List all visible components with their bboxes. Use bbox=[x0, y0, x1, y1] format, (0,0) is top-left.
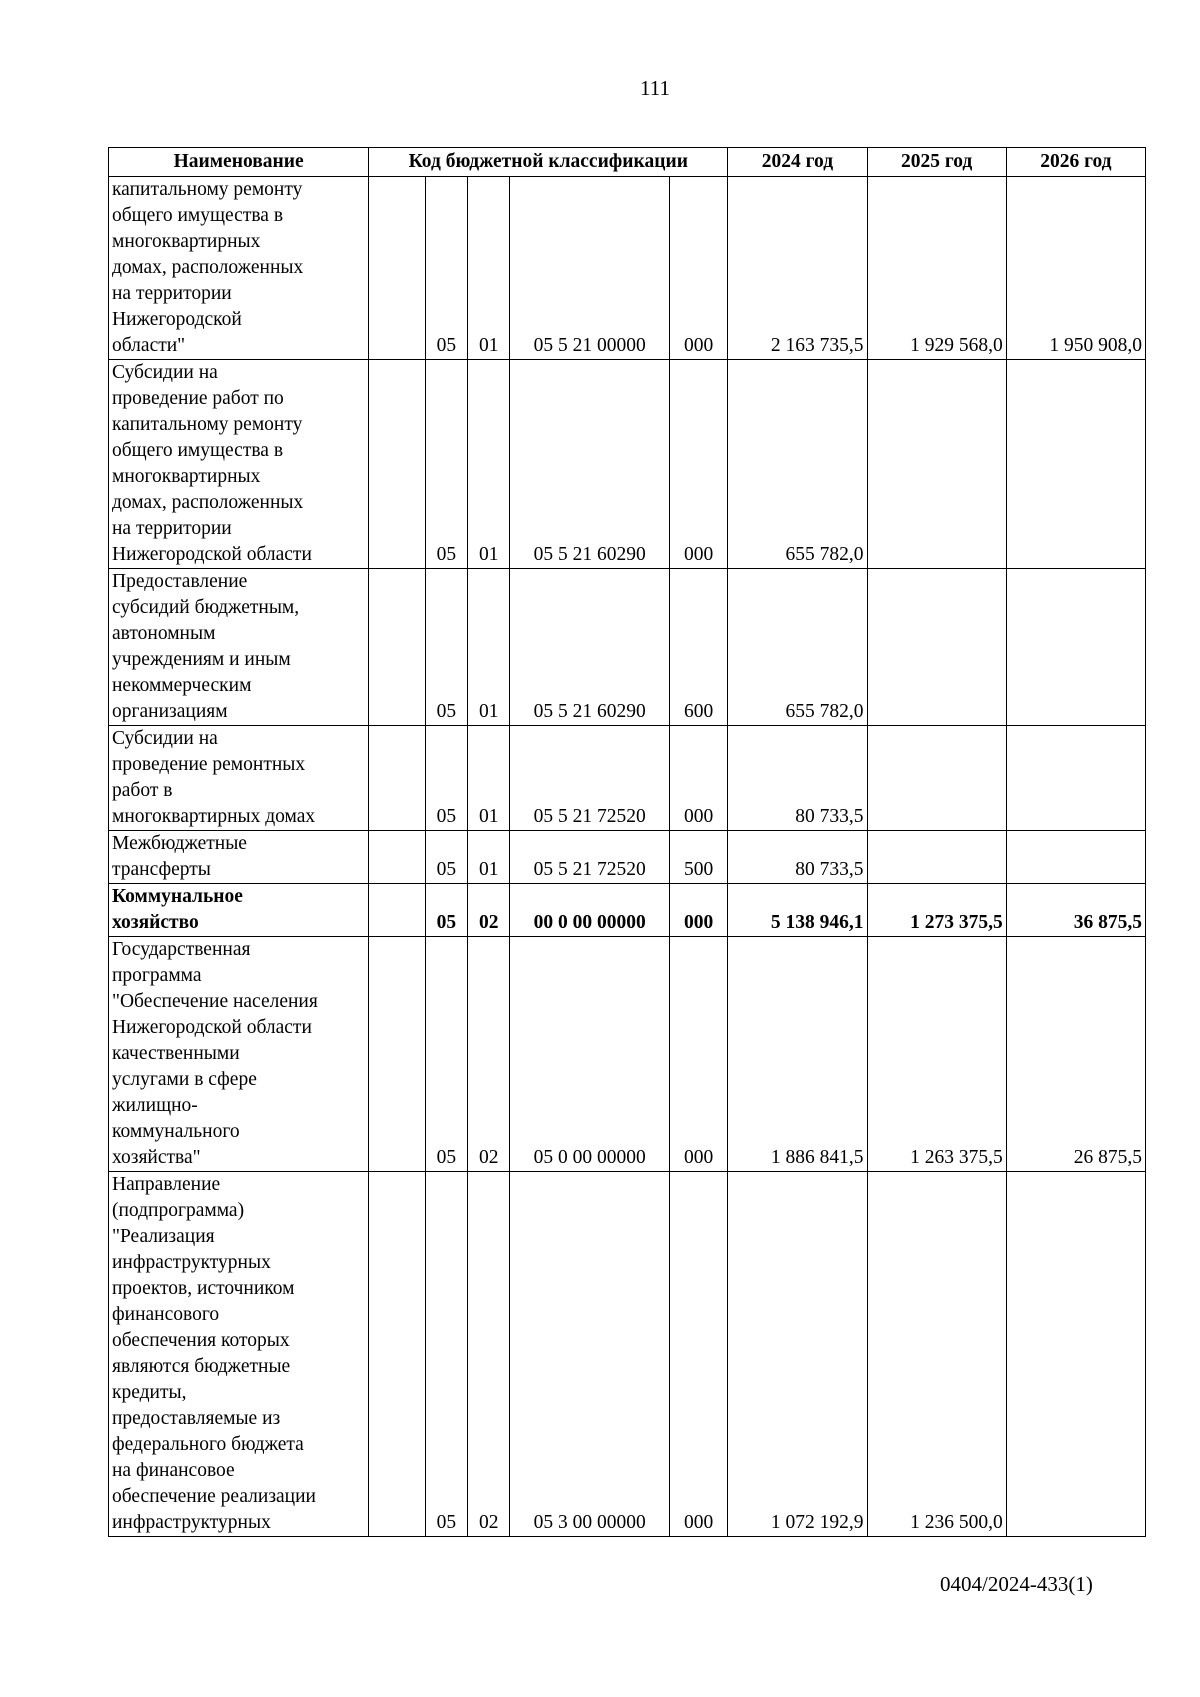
row-empty-cell bbox=[369, 569, 425, 726]
row-2025: 1 263 375,5 bbox=[867, 937, 1006, 1172]
document-code: 0404/2024-433(1) bbox=[940, 1572, 1093, 1596]
row-subsection: 02 bbox=[468, 1172, 510, 1537]
row-target-code: 05 5 21 60290 bbox=[510, 360, 669, 569]
row-target-code: 05 5 21 72520 bbox=[510, 831, 669, 884]
row-name: Субсидии на проведение работ по капитальному ремонту общего имущества в многоквартирных домах, расположенных на территории Нижегородской области bbox=[109, 360, 369, 569]
row-2026: 36 875,5 bbox=[1006, 884, 1145, 937]
row-target-code: 05 5 21 60290 bbox=[510, 569, 669, 726]
row-name: Государственная программа "Обеспечение населения Нижегородской области качественными услугами в сфере жилищно- коммунального хозяйства" bbox=[109, 937, 369, 1172]
row-2025 bbox=[867, 360, 1006, 569]
row-2025: 1 236 500,0 bbox=[867, 1172, 1006, 1537]
row-2026 bbox=[1006, 1172, 1145, 1537]
row-2024: 80 733,5 bbox=[728, 831, 867, 884]
row-subsection: 01 bbox=[468, 177, 510, 360]
row-expense-type: 000 bbox=[669, 1172, 728, 1537]
row-2024: 2 163 735,5 bbox=[728, 177, 867, 360]
table-row bbox=[109, 177, 1146, 360]
row-section: 05 bbox=[425, 569, 467, 726]
row-2024: 655 782,0 bbox=[728, 360, 867, 569]
header-code: Код бюджетной классификации bbox=[369, 148, 728, 177]
row-section: 05 bbox=[425, 937, 467, 1172]
row-expense-type: 600 bbox=[669, 569, 728, 726]
row-target-code: 05 5 21 00000 bbox=[510, 177, 669, 360]
row-2026 bbox=[1006, 831, 1145, 884]
row-2024: 80 733,5 bbox=[728, 726, 867, 831]
table-header-row bbox=[109, 148, 1146, 177]
row-name: Межбюджетные трансферты bbox=[109, 831, 369, 884]
row-name: Направление (подпрограмма) "Реализация инфраструктурных проектов, источником финансового обеспечения которых являются бюджетные кредиты, предоставляемые из федерального бюджета на финансовое обеспечение реализации инфраструктурных bbox=[109, 1172, 369, 1537]
row-expense-type: 500 bbox=[669, 831, 728, 884]
table-row bbox=[109, 831, 1146, 884]
row-subsection: 01 bbox=[468, 831, 510, 884]
row-subsection: 01 bbox=[468, 360, 510, 569]
row-expense-type: 000 bbox=[669, 884, 728, 937]
row-section: 05 bbox=[425, 884, 467, 937]
row-empty-cell bbox=[369, 937, 425, 1172]
row-2024: 655 782,0 bbox=[728, 569, 867, 726]
row-empty-cell bbox=[369, 884, 425, 937]
row-2024: 1 886 841,5 bbox=[728, 937, 867, 1172]
row-2024: 1 072 192,9 bbox=[728, 1172, 867, 1537]
table-row bbox=[109, 569, 1146, 726]
row-2026 bbox=[1006, 360, 1145, 569]
row-2025: 1 273 375,5 bbox=[867, 884, 1006, 937]
header-name: Наименование bbox=[109, 148, 369, 177]
row-2026: 1 950 908,0 bbox=[1006, 177, 1145, 360]
row-target-code: 00 0 00 00000 bbox=[510, 884, 669, 937]
table-row bbox=[109, 726, 1146, 831]
budget-table bbox=[108, 147, 1146, 1537]
row-expense-type: 000 bbox=[669, 937, 728, 1172]
table-row bbox=[109, 937, 1146, 1172]
row-section: 05 bbox=[425, 1172, 467, 1537]
row-section: 05 bbox=[425, 726, 467, 831]
row-target-code: 05 3 00 00000 bbox=[510, 1172, 669, 1537]
row-2025: 1 929 568,0 bbox=[867, 177, 1006, 360]
row-subsection: 01 bbox=[468, 569, 510, 726]
row-name: Субсидии на проведение ремонтных работ в многоквартирных домах bbox=[109, 726, 369, 831]
row-subsection: 01 bbox=[468, 726, 510, 831]
row-expense-type: 000 bbox=[669, 177, 728, 360]
row-expense-type: 000 bbox=[669, 360, 728, 569]
row-2026: 26 875,5 bbox=[1006, 937, 1145, 1172]
row-expense-type: 000 bbox=[669, 726, 728, 831]
row-target-code: 05 0 00 00000 bbox=[510, 937, 669, 1172]
row-2025 bbox=[867, 569, 1006, 726]
table-row-section-total bbox=[109, 884, 1146, 937]
row-empty-cell bbox=[369, 1172, 425, 1537]
row-target-code: 05 5 21 72520 bbox=[510, 726, 669, 831]
row-section: 05 bbox=[425, 831, 467, 884]
row-name: Коммунальное хозяйство bbox=[109, 884, 369, 937]
row-subsection: 02 bbox=[468, 937, 510, 1172]
page-number: 111 bbox=[640, 76, 670, 100]
header-2024: 2024 год bbox=[728, 148, 867, 177]
row-name: капитальному ремонту общего имущества в многоквартирных домах, расположенных на территории Нижегородской области" bbox=[109, 177, 369, 360]
header-2025: 2025 год bbox=[867, 148, 1006, 177]
table-row bbox=[109, 1172, 1146, 1537]
row-2025 bbox=[867, 831, 1006, 884]
row-section: 05 bbox=[425, 177, 467, 360]
row-2024: 5 138 946,1 bbox=[728, 884, 867, 937]
header-2026: 2026 год bbox=[1006, 148, 1145, 177]
row-2026 bbox=[1006, 569, 1145, 726]
row-empty-cell bbox=[369, 177, 425, 360]
table-row bbox=[109, 360, 1146, 569]
row-2025 bbox=[867, 726, 1006, 831]
row-empty-cell bbox=[369, 726, 425, 831]
row-subsection: 02 bbox=[468, 884, 510, 937]
row-name: Предоставление субсидий бюджетным, автономным учреждениям и иным некоммерческим организациям bbox=[109, 569, 369, 726]
row-empty-cell bbox=[369, 360, 425, 569]
row-empty-cell bbox=[369, 831, 425, 884]
row-section: 05 bbox=[425, 360, 467, 569]
row-2026 bbox=[1006, 726, 1145, 831]
